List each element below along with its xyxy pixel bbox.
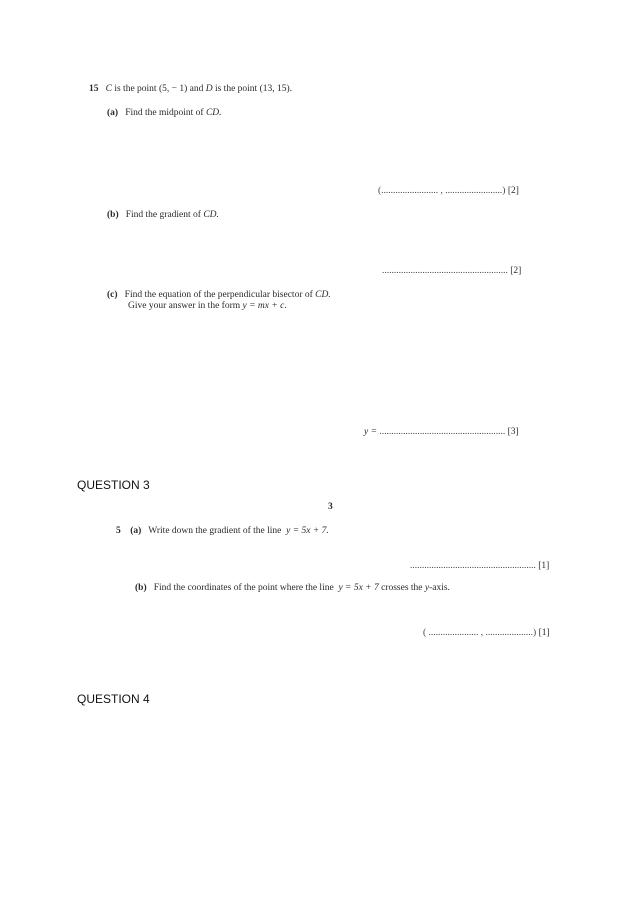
q15c-marks: [3] [507, 427, 519, 437]
q5b-marks: [1] [538, 628, 550, 638]
q5a-answer-field[interactable]: ..................................................... [410, 561, 539, 571]
q15a-answer-field[interactable]: (........................ , ........................) [378, 186, 508, 196]
q15b-label: (b) [107, 210, 119, 220]
q15-stem [89, 84, 292, 94]
q5b-answer-line [423, 628, 550, 638]
q15b-cd: CD. [203, 210, 219, 220]
q15a-marks: [2] [507, 186, 519, 196]
q15b-answer-line [382, 266, 521, 276]
point-d: D [205, 84, 213, 94]
heading-question-3: QUESTION 3 [77, 478, 150, 492]
q15c-label: (c) [107, 290, 118, 300]
q15a-answer-line [378, 186, 519, 196]
q15c-line2-end: . [284, 301, 287, 311]
q15c-line2: Give your answer in the form [128, 301, 243, 311]
q5-number: 5 [116, 526, 121, 536]
q15b-marks: [2] [510, 266, 522, 276]
q5a-marks: [1] [538, 561, 550, 571]
q5a-equation: y = 5x + 7. [286, 526, 329, 536]
q5b-y: y [424, 583, 430, 593]
q5b-label: (b) [135, 583, 147, 593]
q15a-prompt [107, 108, 222, 118]
q15c-prompt [107, 290, 331, 300]
q5a-label: (a) [130, 526, 142, 536]
q5b-text: Find the coordinates of the point where the line [153, 583, 337, 593]
q15c-answer-field[interactable]: ..................................................... [379, 427, 508, 437]
q15c-cd: CD. [315, 290, 331, 300]
q15b-prompt [107, 210, 219, 220]
q15c-y-prefix: y = [364, 427, 380, 437]
q5b-equation: y = 5x + 7 [338, 583, 379, 593]
page-number: 3 [328, 502, 333, 512]
point-c: C [105, 84, 112, 94]
q15a-cd: CD. [205, 108, 222, 118]
q15c-answer-line [364, 427, 519, 437]
q15-number: 15 [89, 84, 99, 94]
q5a-text: Write down the gradient of the line [148, 526, 284, 536]
heading-question-4: QUESTION 4 [77, 692, 150, 706]
q5a-answer-line [410, 561, 549, 571]
q5b-prompt [135, 583, 450, 593]
q5a-prompt [116, 526, 329, 536]
q5b-text2: crosses the [378, 583, 425, 593]
q15b-text: Find the gradient of [125, 210, 204, 220]
q5b-answer-field[interactable]: ( ..................... , ....................) [423, 628, 539, 638]
q15c-text: Find the equation of the perpendicular bisector of [124, 290, 316, 300]
q15a-text: Find the midpoint of [125, 108, 206, 118]
q15-stem-mid: is the point (5, − 1) and [111, 84, 206, 94]
q15b-answer-field[interactable]: ..................................................... [382, 266, 511, 276]
q15a-label: (a) [107, 108, 119, 118]
q15-stem-end: is the point (13, 15). [212, 84, 293, 94]
q15c-instruction [128, 301, 287, 311]
q5b-text3: -axis. [429, 583, 450, 593]
q15c-form: y = mx + c [242, 301, 285, 311]
